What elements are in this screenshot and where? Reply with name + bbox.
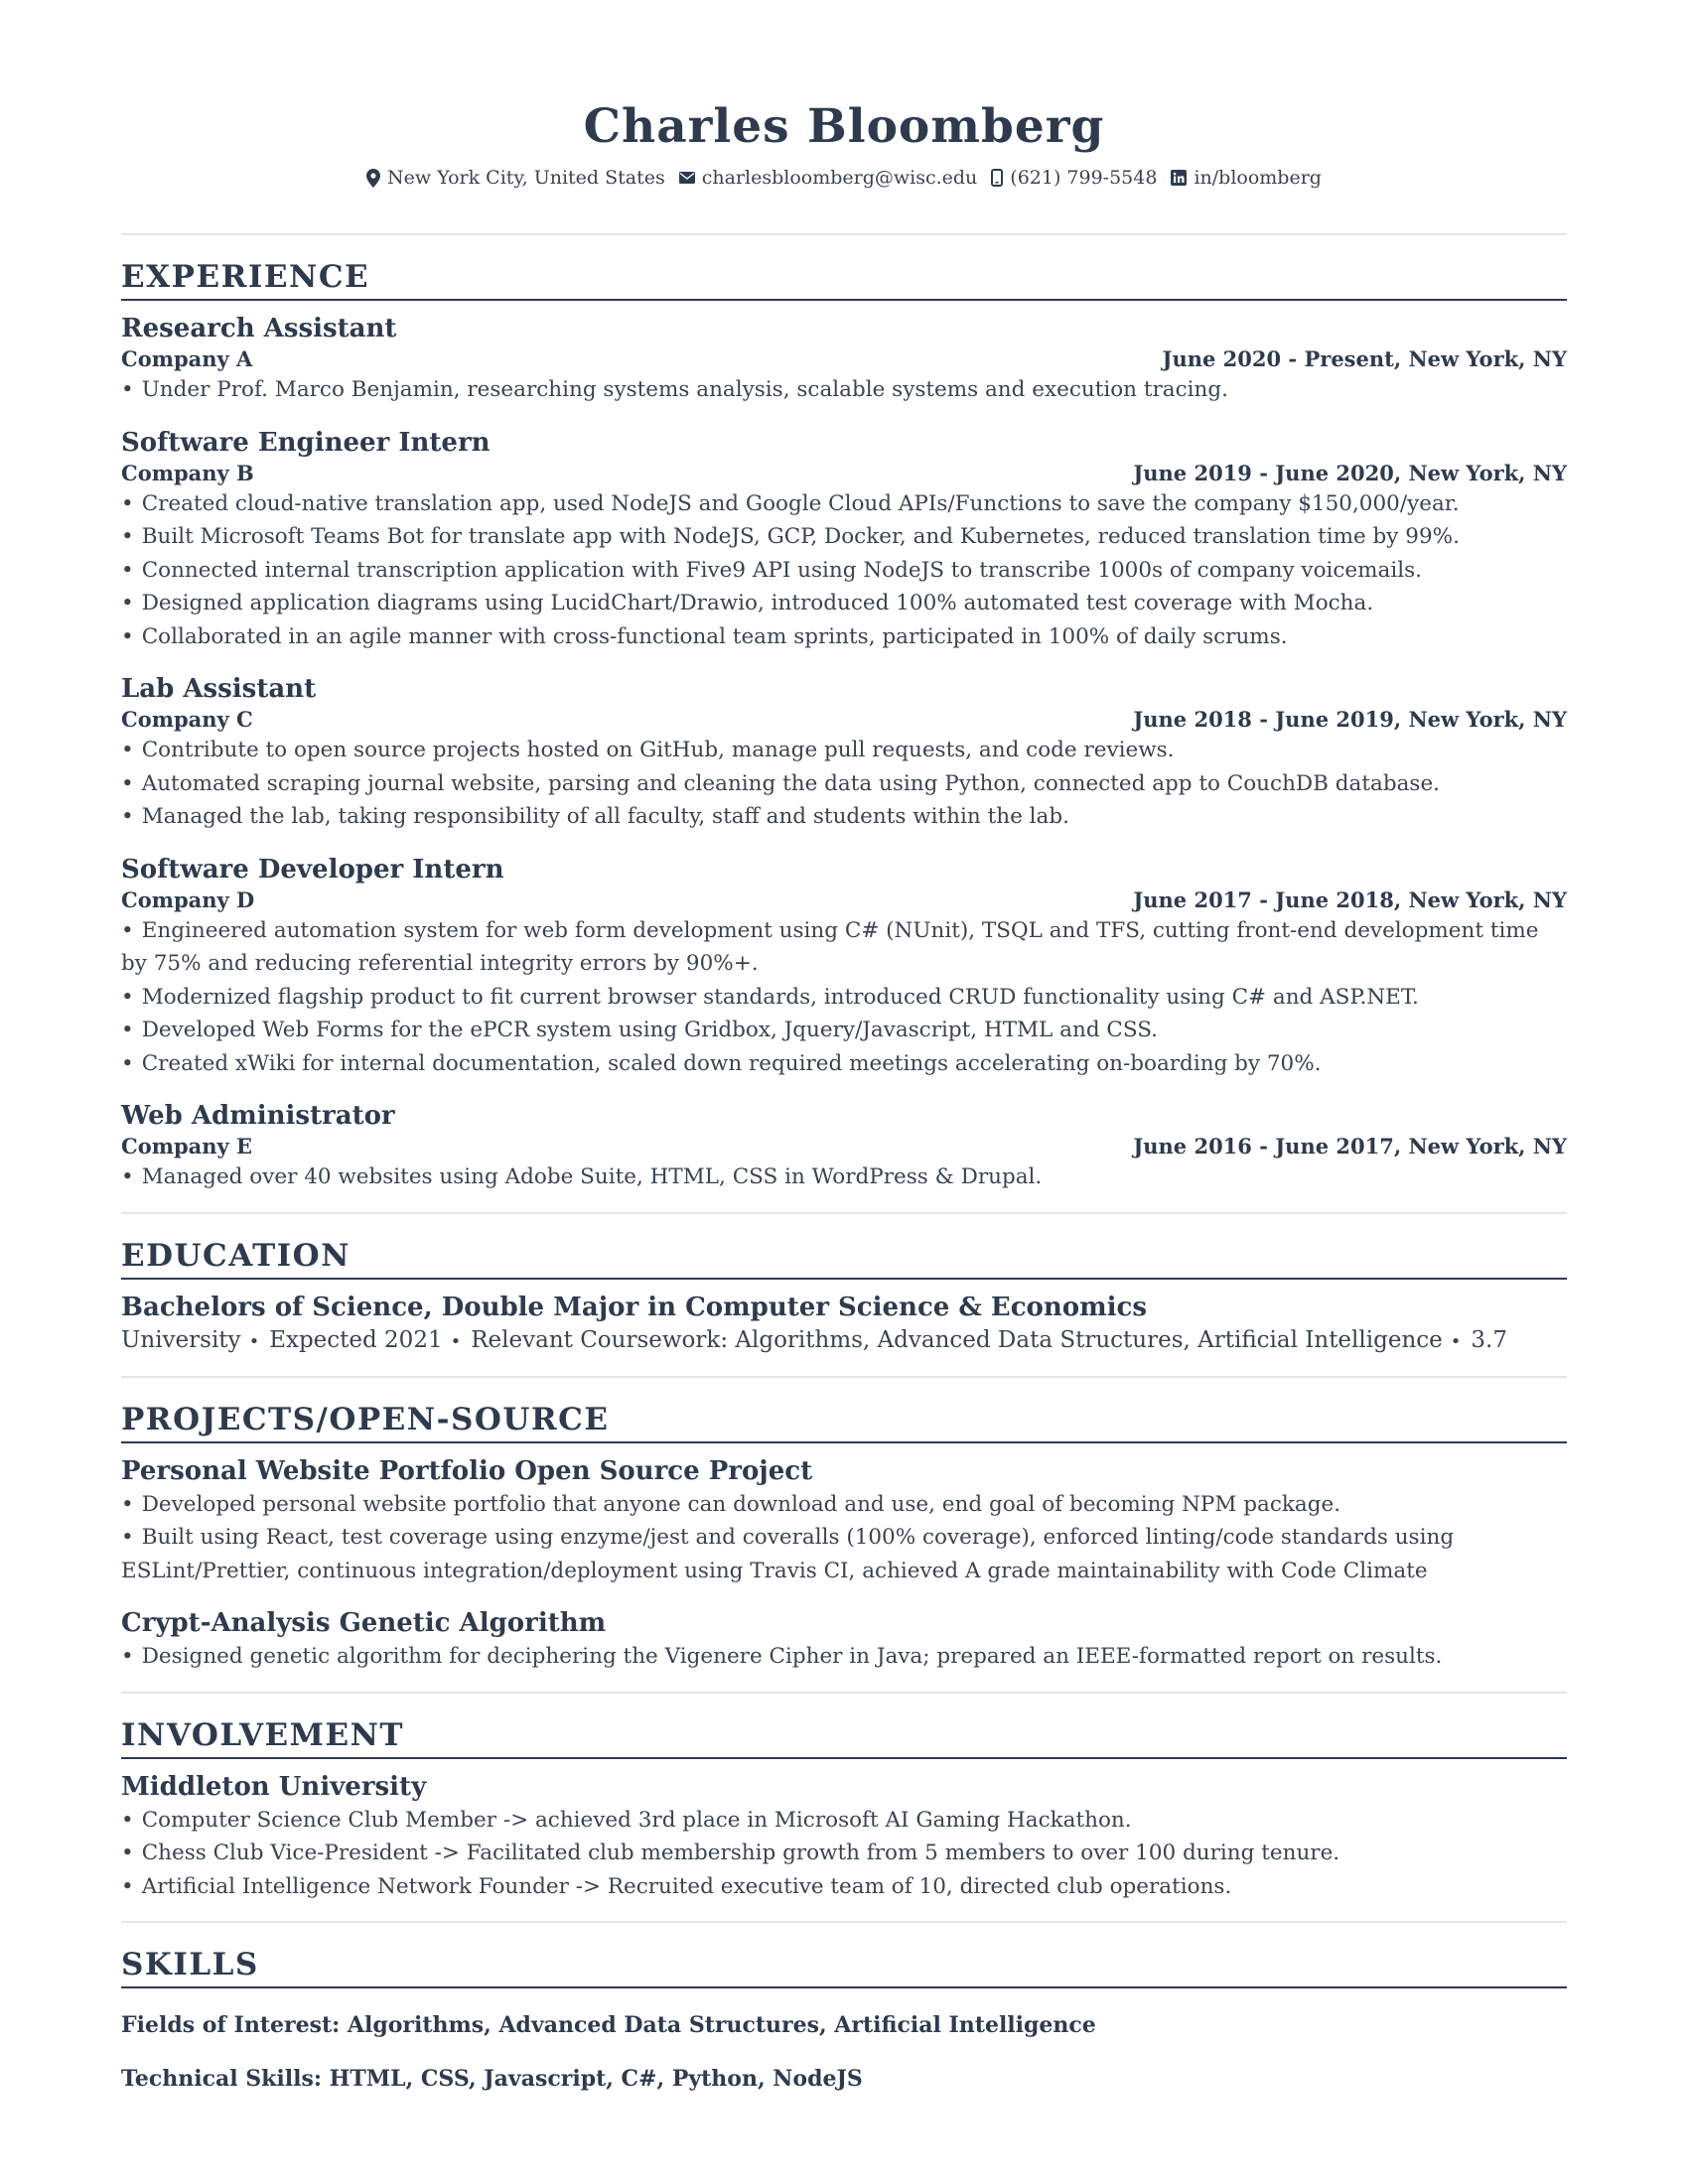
location-text: New York City, United States — [387, 167, 665, 189]
bullet-item — [121, 520, 1567, 554]
bullet-item — [121, 1047, 1567, 1081]
mail-icon — [679, 172, 695, 184]
org-name: Middleton University — [121, 1771, 427, 1802]
bullet-dot: • — [121, 1018, 134, 1042]
experience-section — [121, 257, 1567, 1214]
job-dates: June 2016 - June 2017, New York, NY — [1133, 1134, 1567, 1159]
projects-list — [121, 1455, 1567, 1674]
bullet-item — [121, 1640, 1567, 1674]
bullet-dot: • — [121, 770, 134, 796]
bullet-text: Designed application diagrams using LucidChart/Drawio, introduced 100% automated test coverage with Mocha. — [141, 591, 1374, 615]
resume-body — [121, 233, 1567, 2094]
contact-bar — [0, 167, 1688, 189]
bullet-text: Collaborated in an agile manner with cross-functional team sprints, participated in 100% of daily scrums. — [141, 623, 1288, 649]
bullet-text: Under Prof. Marco Benjamin, researching systems analysis, scalable systems and execution tracing. — [141, 377, 1228, 402]
skills-section — [121, 1945, 1567, 2094]
bullet-item — [121, 767, 1567, 801]
project-entry — [121, 1455, 1567, 1588]
bullet-dot: • — [121, 917, 134, 943]
candidate-name: Charles Bloomberg — [583, 99, 1105, 154]
company-name: Company A — [121, 346, 253, 371]
bullet-text: Created cloud-native translation app, used NodeJS and Google Cloud APIs/Functions to save the company $150,000/year. — [141, 490, 1460, 516]
bullet-dot: • — [121, 623, 134, 649]
bullet-dot: • — [121, 1050, 134, 1076]
bullet-dot: • — [121, 524, 134, 549]
bullet-item — [121, 373, 1567, 407]
contact-location — [366, 167, 665, 189]
bullet-dot: • — [121, 1873, 134, 1899]
contact-linkedin[interactable] — [1171, 167, 1322, 189]
bullet-text: Created xWiki for internal documentation, scaled down required meetings accelerating on-boarding by 70%. — [141, 1050, 1322, 1076]
linkedin-text: in/bloomberg — [1194, 167, 1322, 189]
bullet-item — [121, 800, 1567, 834]
bullet-dot: • — [121, 804, 134, 829]
job-meta — [121, 887, 1567, 914]
experience-entry — [121, 1100, 1567, 1194]
project-title: Crypt-Analysis Genetic Algorithm — [121, 1608, 607, 1638]
email-text: charlesbloomberg@wisc.edu — [701, 167, 978, 189]
section-title: PROJECTS/OPEN-SOURCE — [121, 1400, 1567, 1443]
bullet-dot: • — [121, 377, 134, 402]
bullet-item — [121, 1837, 1567, 1870]
company-name: Company D — [121, 887, 255, 912]
education-entry — [121, 1292, 1567, 1358]
bullet-text: Built Microsoft Teams Bot for translate app with NodeJS, GCP, Docker, and Kubernetes, reduced translation time by 99%. — [141, 524, 1460, 549]
school-name: University — [121, 1326, 241, 1353]
phone-text: (621) 799-5548 — [1010, 167, 1158, 189]
bullet-dot: • — [121, 1644, 134, 1669]
bullet-item — [121, 734, 1567, 767]
job-dates: June 2019 - June 2020, New York, NY — [1133, 460, 1567, 485]
bullet-item — [121, 981, 1567, 1015]
bullet-item — [121, 914, 1567, 981]
contact-phone[interactable] — [991, 167, 1157, 189]
job-title: Web Administrator — [121, 1101, 395, 1131]
linkedin-icon — [1171, 170, 1187, 186]
bullet-item — [121, 1521, 1567, 1587]
job-dates: June 2020 - Present, New York, NY — [1162, 346, 1567, 371]
fields-of-interest: Fields of Interest: Algorithms, Advanced Data Structures, Artificial Intelligence — [121, 2012, 1096, 2038]
bullet-text: Managed over 40 websites using Adobe Suite, HTML, CSS in WordPress & Drupal. — [141, 1164, 1043, 1189]
projects-section — [121, 1400, 1567, 1694]
bullet-dot: • — [121, 490, 134, 516]
degree-title: Bachelors of Science, Double Major in Computer Science & Economics — [121, 1292, 1147, 1322]
bullet-text: Built using React, test coverage using enzyme/jest and coveralls (100% coverage), enforced linting/code standards using ESLint/Prettier, continuous integration/deployment using Travis CI, achieved A grade maintainability with Code Climate — [121, 1525, 1455, 1583]
bullet-text: Developed Web Forms for the ePCR system using Gridbox, Jquery/Javascript, HTML and CSS. — [141, 1018, 1159, 1042]
bullet-item — [121, 587, 1567, 620]
education-section — [121, 1236, 1567, 1378]
bullet-dot: • — [121, 1525, 134, 1550]
job-title: Lab Assistant — [121, 674, 317, 704]
bullet-text: Chess Club Vice-President -> Facilitated club membership growth from 5 members to over 100 during tenure. — [141, 1841, 1340, 1865]
company-name: Company E — [121, 1134, 253, 1159]
section-title: SKILLS — [121, 1945, 1567, 1988]
experience-list — [121, 313, 1567, 1194]
bullet-item — [121, 487, 1567, 521]
involvement-entry — [121, 1771, 1567, 1904]
job-dates: June 2017 - June 2018, New York, NY — [1133, 887, 1567, 912]
experience-entry — [121, 313, 1567, 407]
job-meta — [121, 460, 1567, 487]
divider — [121, 1376, 1567, 1378]
bullet-dot: • — [121, 1164, 134, 1189]
section-title: EDUCATION — [121, 1236, 1567, 1280]
bullet-text: Automated scraping journal website, parsing and cleaning the data using Python, connected app to CouchDB database. — [141, 770, 1440, 796]
bullet-text: Modernized flagship product to fit current browser standards, introduced CRUD functionality using C# and ASP.NET. — [141, 984, 1419, 1010]
section-title: INVOLVEMENT — [121, 1715, 1567, 1759]
involvement-section — [121, 1715, 1567, 1924]
experience-entry — [121, 673, 1567, 834]
expected-date: Expected 2021 — [269, 1326, 443, 1353]
bullet-dot: • — [121, 591, 134, 615]
experience-entry — [121, 427, 1567, 654]
bullet-text: Artificial Intelligence Network Founder -> Recruited executive team of 10, directed club operations. — [141, 1873, 1232, 1899]
job-dates: June 2018 - June 2019, New York, NY — [1133, 707, 1567, 732]
bullet-item — [121, 1014, 1567, 1047]
bullet-dot: • — [121, 1841, 134, 1865]
project-title: Personal Website Portfolio Open Source Project — [121, 1455, 813, 1486]
company-name: Company B — [121, 460, 254, 485]
bullet-item — [121, 554, 1567, 588]
bullet-item — [121, 620, 1567, 654]
education-details: University • Expected 2021 • Relevant Coursework: Algorithms, Advanced Data Structures, Artificial Intelligence • 3.7 — [121, 1326, 1507, 1353]
bullet-item — [121, 1488, 1567, 1522]
bullet-item — [121, 1870, 1567, 1904]
bullet-dot: • — [121, 738, 134, 762]
project-entry — [121, 1607, 1567, 1674]
phone-icon — [991, 169, 1003, 187]
contact-email[interactable] — [679, 167, 978, 189]
bullet-item — [121, 1804, 1567, 1838]
job-title: Software Engineer Intern — [121, 427, 491, 458]
section-title: EXPERIENCE — [121, 257, 1567, 301]
job-title: Research Assistant — [121, 314, 397, 343]
experience-entry — [121, 854, 1567, 1081]
bullet-dot: • — [121, 1807, 134, 1833]
bullet-text: Contribute to open source projects hosted on GitHub, manage pull requests, and code reviews. — [141, 738, 1175, 762]
bullet-text: Computer Science Club Member -> achieved 3rd place in Microsoft AI Gaming Hackathon. — [141, 1807, 1132, 1833]
gpa: 3.7 — [1471, 1326, 1507, 1353]
divider — [121, 1692, 1567, 1694]
coursework: Relevant Coursework: Algorithms, Advanced Data Structures, Artificial Intelligence — [471, 1326, 1443, 1353]
job-title: Software Developer Intern — [121, 854, 504, 885]
bullet-text: Designed genetic algorithm for deciphering the Vigenere Cipher in Java; prepared an IEEE-formatted report on results. — [141, 1644, 1443, 1669]
bullet-item — [121, 1160, 1567, 1194]
divider — [121, 1921, 1567, 1923]
job-meta — [121, 706, 1567, 734]
map-pin-icon — [366, 169, 380, 188]
bullet-dot: • — [121, 1491, 134, 1517]
involvement-bullets — [121, 1804, 1567, 1904]
bullet-text: Engineered automation system for web form development using C# (NUnit), TSQL and TFS, cutting front-end development time by 75% and reducing referential integrity errors by 90%+. — [121, 917, 1539, 976]
divider — [121, 1212, 1567, 1214]
divider — [121, 233, 1567, 235]
job-meta — [121, 345, 1567, 373]
bullet-dot: • — [121, 557, 134, 583]
technical-skills: Technical Skills: HTML, CSS, Javascript, C#, Python, NodeJS — [121, 2066, 863, 2092]
company-name: Company C — [121, 707, 253, 732]
bullet-dot: • — [121, 984, 134, 1010]
bullet-text: Developed personal website portfolio that anyone can download and use, end goal of becoming NPM package. — [141, 1491, 1341, 1517]
bullet-text: Connected internal transcription application with Five9 API using NodeJS to transcribe 1000s of company voicemails. — [141, 557, 1422, 583]
bullet-text: Managed the lab, taking responsibility of all faculty, staff and students within the lab. — [141, 804, 1069, 829]
job-meta — [121, 1133, 1567, 1160]
